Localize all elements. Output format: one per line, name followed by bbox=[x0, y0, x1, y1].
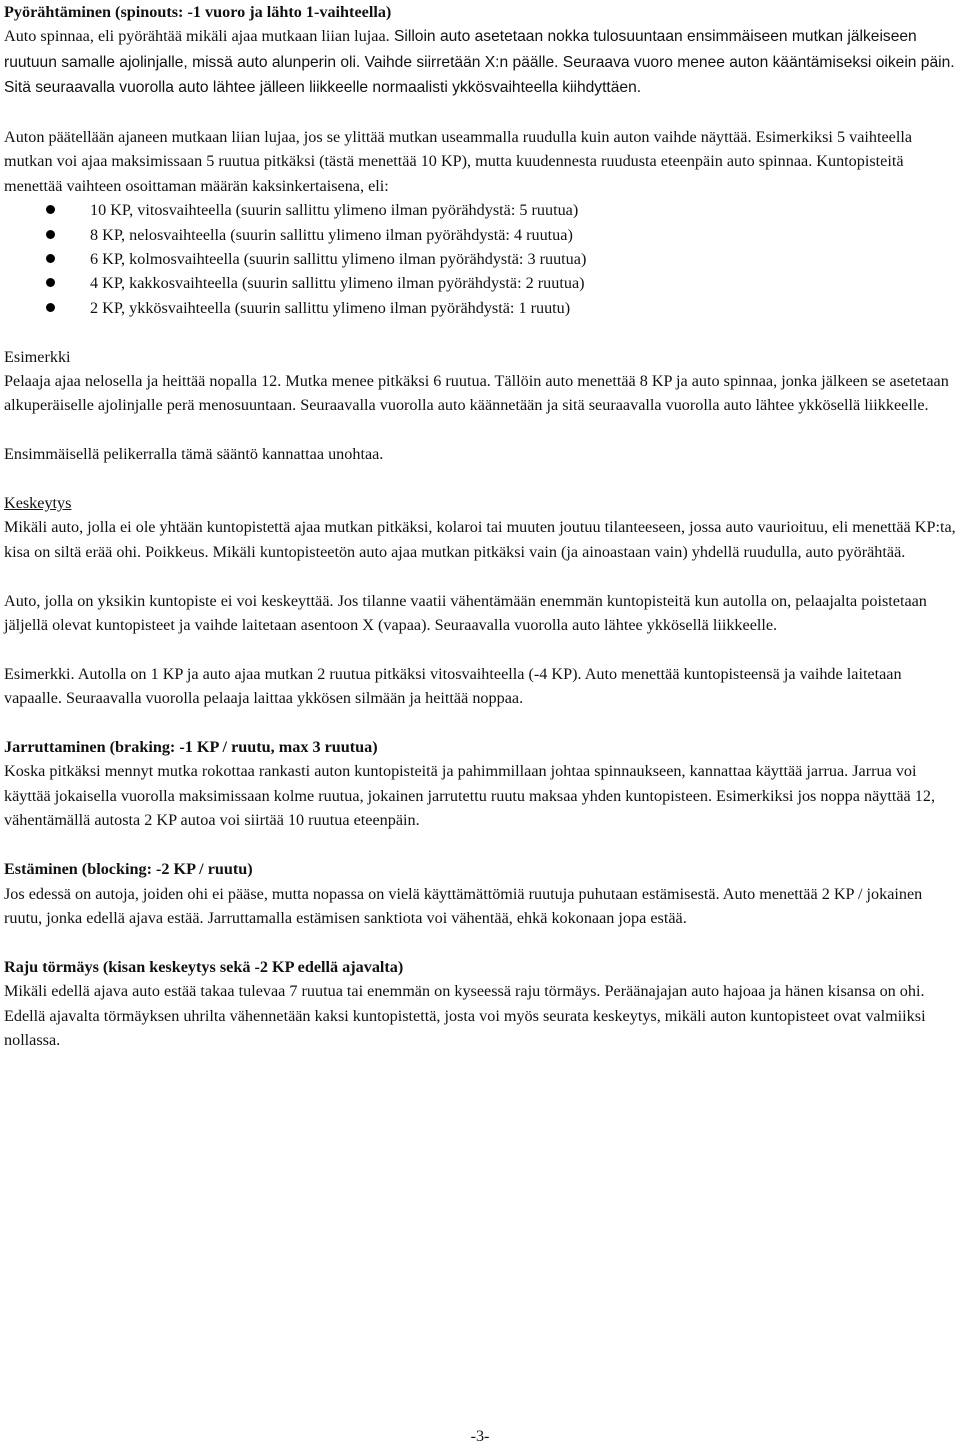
spacer bbox=[4, 930, 956, 954]
retirement-heading: Keskeytys bbox=[4, 494, 72, 513]
list-item-text: 6 KP, kolmosvaihteella (suurin sallittu ylimeno ilman pyörähdystä: 3 ruutua) bbox=[90, 250, 587, 269]
retirement-text: Mikäli auto, jolla ei ole yhtään kuntopistettä ajaa mutkan pitkäksi, kolaroi tai muuten joutuu tilanteeseen, jossa auto vaurioituu, eli menettää KP:ta, kisa on siltä erää ohi. Poikkeus. Mikäli kuntopisteetön auto ajaa mutkan pitkäksi vain (ja ainoastaan vain) yhdellä ruudulla, auto pyörähtää. bbox=[4, 518, 956, 561]
braking-section bbox=[4, 735, 956, 833]
collision-section bbox=[4, 955, 956, 1053]
overspeed-rule-text bbox=[4, 125, 956, 198]
retirement-example: Esimerkki. Autolla on 1 KP ja auto ajaa mutkan 2 ruutua pitkäksi vitosvaihteella (-4 KP). Auto menettää kuntopisteensä ja vaihde laitetaan vapaalle. Seuraavalla vuorolla pelaaja laittaa ykkösen silmään ja heittää noppaa. bbox=[4, 664, 902, 708]
spacer bbox=[4, 320, 956, 344]
overspeed-rule-text-part2: Esimerkiksi 5 vaihteella mutkan voi ajaa maksimissaan 5 ruutua pitkäksi (tästä menettää 10 KP), mutta kuudennesta ruudusta eteenpäin auto spinnaa. Kuntopisteitä menettää vaihteen osoittaman määrän kaksinkertaisena, eli: bbox=[4, 128, 913, 195]
spacer bbox=[4, 711, 956, 735]
blocking-text: Jos edessä on autoja, joiden ohi ei pääse, mutta nopassa on vielä käyttämättömiä ruutuja puhutaan estämisestä. Auto menettää 2 KP / jokainen ruutu, jonka edellä ajava estää. Jarruttamalla estämisen sanktiota voi vähentää, ehkä kokonaan jopa estää. bbox=[4, 884, 923, 927]
bullet-icon bbox=[46, 230, 55, 239]
spinouts-heading: Pyörähtäminen (spinouts: -1 vuoro ja lähto 1-vaihteella) bbox=[4, 3, 392, 21]
spinouts-section bbox=[4, 0, 956, 101]
bullet-icon bbox=[46, 205, 55, 214]
document-page bbox=[4, 0, 956, 1445]
spacer bbox=[4, 101, 956, 125]
collision-text: Mikäli edellä ajava auto estää takaa tulevaa 7 ruutua tai enemmän on kyseessä raju törmäys. Peräänajajan auto hajoaa ja hänen kisansa on ohi. Edellä ajavalta törmäyksen uhrilta vähennetään kaksi kuntopistettä, josta voi myös seurata keskeytys, mikäli auton kuntopisteet ovat valmiiksi nollassa. bbox=[4, 982, 926, 1049]
list-item bbox=[4, 247, 956, 271]
spinouts-text-sans: Silloin auto asetetaan nokka tulosuuntaan ensimmäiseen mutkan jälkeiseen ruutuun samalle ajolinjalle, missä auto alunperin oli. Vaihde siirretään X:n päälle. Seuraava vuoro menee auton kääntämiseksi oikein päin. Sitä seuraavalla vuorolla auto lähtee jälleen liikkeelle normaalisti ykkösvaihteella kiihdyttäen. bbox=[4, 28, 955, 97]
kp-loss-list bbox=[4, 198, 956, 320]
list-item bbox=[4, 296, 956, 320]
bullet-icon bbox=[46, 278, 55, 287]
list-item-text: 10 KP, vitosvaihteella (suurin sallittu ylimeno ilman pyörähdystä: 5 ruutua) bbox=[90, 201, 579, 220]
retirement-text-2: Auto, jolla on yksikin kuntopiste ei voi keskeyttää. Jos tilanne vaatii vähentämään enemmän kuntopisteitä kun autolla on, pelaajalta poistetaan jäljellä olevat kuntopisteet ja vaihde laitetaan asentoon X (vapaa). Seuraavalla vuorolla auto lähtee ykkösellä liikkeelle. bbox=[4, 591, 927, 635]
spacer bbox=[4, 467, 956, 491]
list-item bbox=[4, 223, 956, 247]
blocking-heading: Estäminen (blocking: -2 KP / ruutu) bbox=[4, 860, 253, 879]
list-item-text: 8 KP, nelosvaihteella (suurin sallittu ylimeno ilman pyörähdystä: 4 ruutua) bbox=[90, 225, 573, 244]
example-label: Esimerkki bbox=[4, 347, 71, 366]
retirement-section bbox=[4, 491, 956, 711]
example-text: Pelaaja ajaa nelosella ja heittää nopalla 12. Mutka menee pitkäksi 6 ruutua. Tällöin auto menettää 8 KP ja auto spinnaa, jonka jälkeen se asetetaan alkuperäiselle ajolinjalle perä menosuuntaan. Seuraavalla vuorolla auto käännetään ja sitä seuraavalla vuorolla auto lähtee ykkösellä liikkeelle. bbox=[4, 372, 949, 415]
example-section bbox=[4, 345, 956, 418]
spinouts-text-serif: Auto spinnaa, eli pyörähtää mikäli ajaa mutkaan liian lujaa. bbox=[4, 27, 390, 46]
spacer bbox=[4, 637, 956, 661]
collision-heading: Raju törmäys (kisan keskeytys sekä -2 KP edellä ajavalta) bbox=[4, 957, 404, 976]
spinouts-text bbox=[4, 24, 956, 100]
bullet-icon bbox=[46, 254, 55, 263]
spacer bbox=[4, 564, 956, 588]
page-number: -3- bbox=[470, 1427, 490, 1445]
spacer bbox=[4, 418, 956, 442]
braking-text: Koska pitkäksi mennyt mutka rokottaa rankasti auton kuntopisteitä ja pahimmillaan johtaa spinnaukseen, kannattaa käyttää jarrua. Jarrua voi käyttää jokaisella vuorolla maksimissaan kolme ruutua, jokainen jarrutettu ruutu maksaa yhden kuntopisteen. Esimerkiksi jos noppa näyttää 12, vähentämällä autosta 2 KP autoa voi siirtää 10 ruutua eteenpäin. bbox=[4, 762, 936, 830]
overspeed-rule-section bbox=[4, 125, 956, 320]
braking-heading: Jarruttaminen (braking: -1 KP / ruutu, max 3 ruutua) bbox=[4, 738, 378, 757]
bullet-icon bbox=[46, 303, 55, 312]
spacer bbox=[4, 833, 956, 857]
overspeed-rule-text-part1: Auton päätellään ajaneen mutkaan liian lujaa, jos se ylittää mutkan useammalla ruudulla kuin auton vaihde näyttää. bbox=[4, 128, 752, 147]
blocking-section bbox=[4, 857, 956, 930]
first-game-note: Ensimmäisellä pelikerralla tämä sääntö kannattaa unohtaa. bbox=[4, 445, 384, 464]
list-item-text: 4 KP, kakkosvaihteella (suurin sallittu ylimeno ilman pyörähdystä: 2 ruutua) bbox=[90, 274, 585, 293]
list-item-text: 2 KP, ykkösvaihteella (suurin sallittu ylimeno ilman pyörähdystä: 1 ruutu) bbox=[90, 298, 571, 317]
list-item bbox=[4, 271, 956, 295]
list-item bbox=[4, 198, 956, 222]
